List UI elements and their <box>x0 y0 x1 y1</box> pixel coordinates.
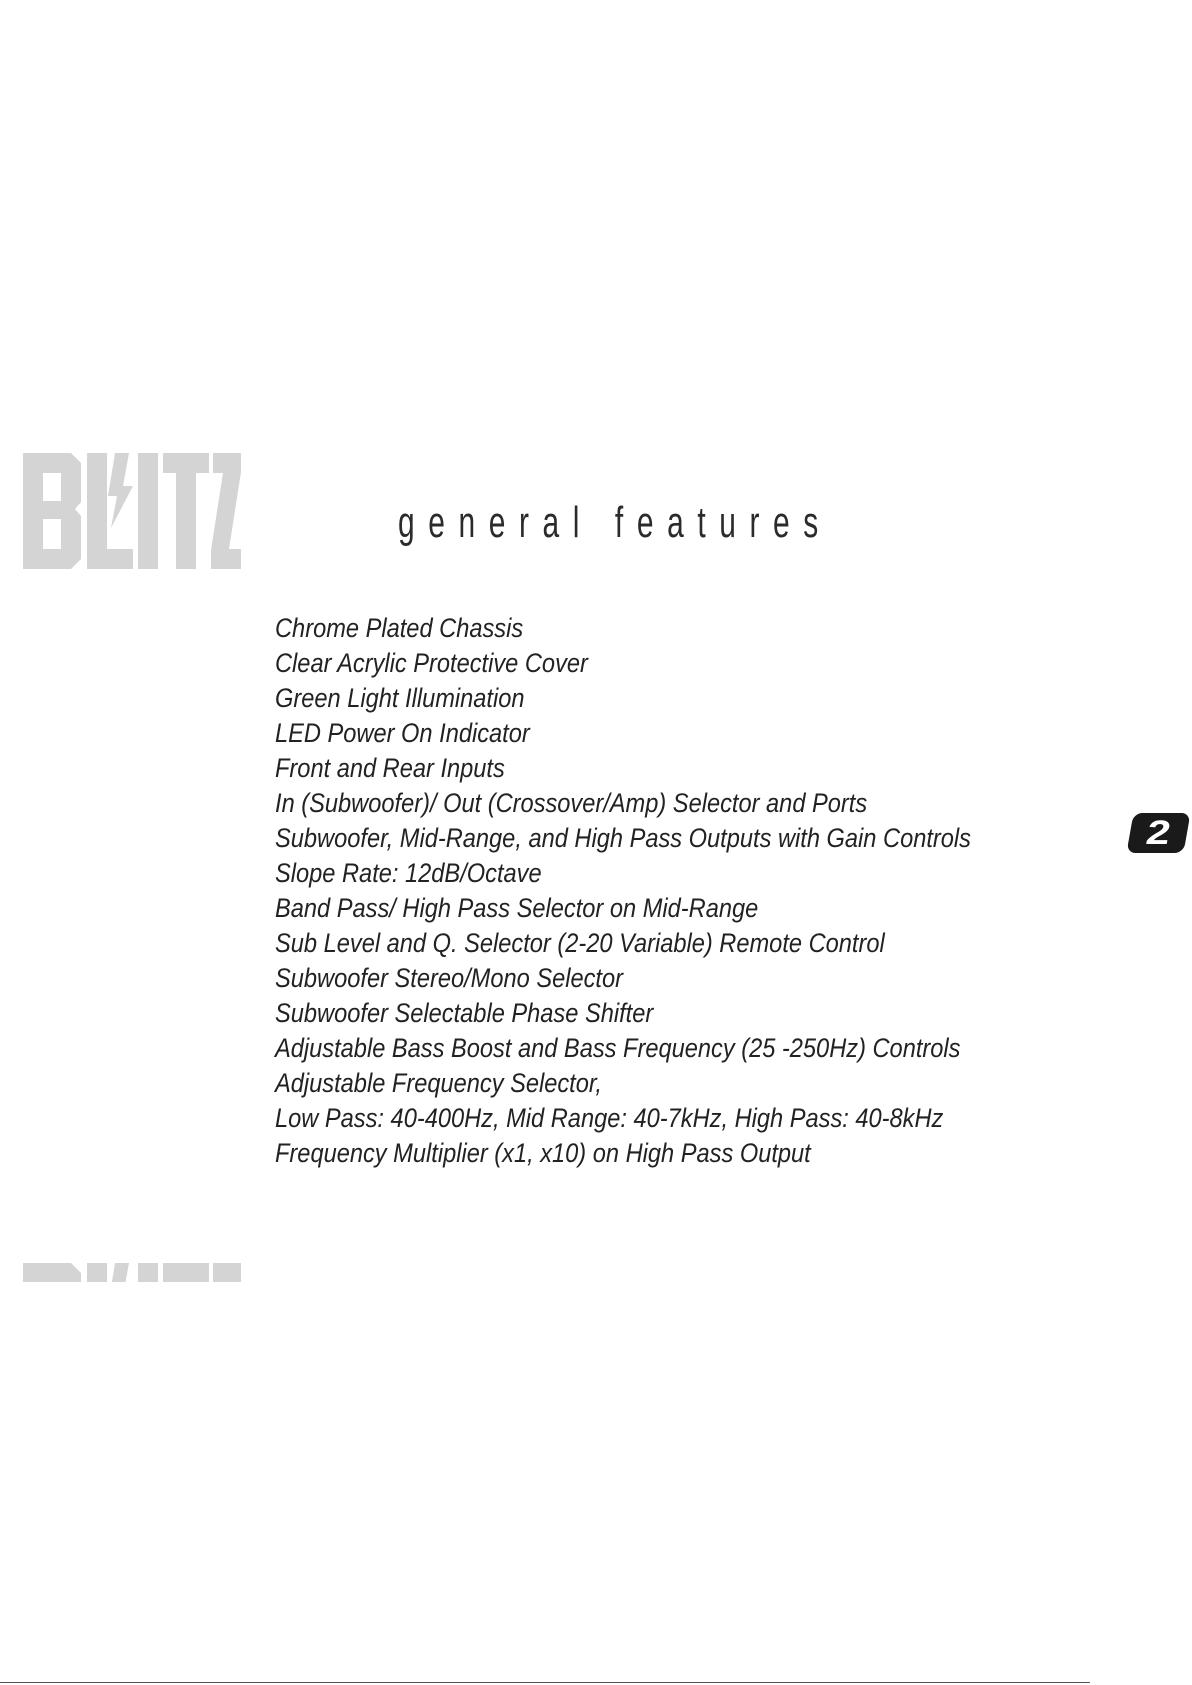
feature-list <box>275 611 1035 1171</box>
page-number: 2 <box>1143 814 1174 852</box>
blitz-logo-partial <box>23 1260 241 1282</box>
feature-item: Sub Level and Q. Selector (2-20 Variable) Remote Control <box>275 928 885 958</box>
footer-rule-tick <box>1080 1682 1090 1683</box>
feature-item: Adjustable Bass Boost and Bass Frequency (25 -250Hz) Controls <box>275 1033 961 1063</box>
feature-item: Slope Rate: 12dB/Octave <box>275 858 542 888</box>
feature-item: Subwoofer Selectable Phase Shifter <box>275 998 654 1028</box>
feature-item: Subwoofer Stereo/Mono Selector <box>275 963 624 993</box>
feature-item: Subwoofer, Mid-Range, and High Pass Outputs with Gain Controls <box>275 823 971 853</box>
blitz-logo <box>23 450 241 572</box>
section-title: general features <box>398 498 832 547</box>
feature-item: In (Subwoofer)/ Out (Crossover/Amp) Selector and Ports <box>275 788 868 818</box>
feature-item: Clear Acrylic Protective Cover <box>275 648 588 678</box>
footer-rule <box>0 1682 1080 1683</box>
feature-item: Adjustable Frequency Selector, <box>275 1068 603 1098</box>
feature-item: Front and Rear Inputs <box>275 753 505 783</box>
page-number-badge <box>1126 813 1190 853</box>
feature-item: Chrome Plated Chassis <box>275 613 524 643</box>
feature-item: Frequency Multiplier (x1, x10) on High Pass Output <box>275 1138 811 1168</box>
feature-item: Low Pass: 40-400Hz, Mid Range: 40-7kHz, High Pass: 40-8kHz <box>275 1103 944 1133</box>
feature-item: Green Light Illumination <box>275 683 525 713</box>
feature-item: Band Pass/ High Pass Selector on Mid-Range <box>275 893 759 923</box>
feature-item: LED Power On Indicator <box>275 718 530 748</box>
